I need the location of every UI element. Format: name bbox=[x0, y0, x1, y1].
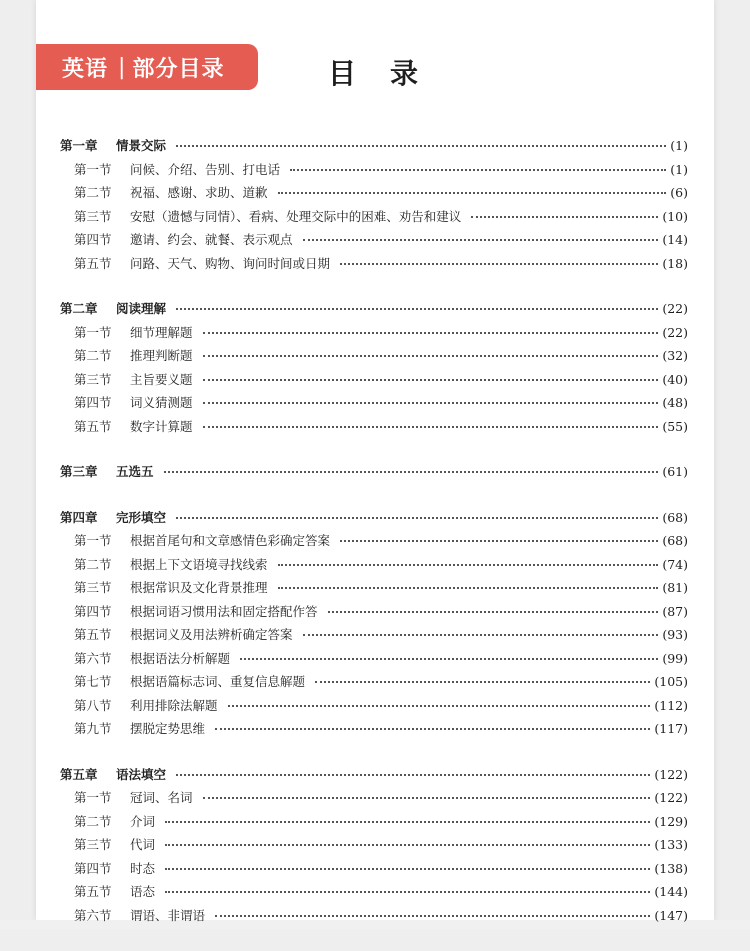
entry-number: 第七节 bbox=[74, 674, 112, 689]
dot-leader bbox=[278, 563, 659, 566]
entry-number: 第一节 bbox=[74, 533, 112, 548]
section-banner bbox=[36, 44, 258, 90]
toc-section-entry bbox=[60, 788, 688, 812]
toc-section-entry bbox=[60, 696, 688, 720]
toc-chapter bbox=[60, 508, 688, 743]
entry-number: 第三节 bbox=[74, 371, 112, 387]
entry-page-number: (122) bbox=[654, 790, 688, 805]
toc-chapter bbox=[60, 136, 688, 277]
toc-section-entry bbox=[60, 346, 688, 370]
entry-page-number: (81) bbox=[662, 580, 688, 595]
toc-chapter-heading bbox=[60, 299, 688, 323]
dot-leader bbox=[203, 354, 659, 357]
entry-title: 情景交际 bbox=[116, 138, 167, 153]
dot-leader bbox=[328, 610, 659, 613]
dot-leader bbox=[164, 470, 659, 473]
toc-section-entry bbox=[60, 323, 688, 347]
entry-page-number: (1) bbox=[670, 161, 688, 177]
table-of-contents bbox=[60, 136, 688, 951]
entry-title: 完形填空 bbox=[116, 509, 167, 525]
dot-leader bbox=[165, 820, 650, 823]
banner-label: 部分目录 bbox=[132, 56, 225, 82]
entry-number: 第三节 bbox=[74, 208, 112, 224]
toc-section-entry bbox=[60, 417, 688, 441]
entry-title: 阅读理解 bbox=[116, 301, 167, 316]
entry-page-number: (40) bbox=[662, 371, 688, 387]
toc-chapter-heading bbox=[60, 462, 688, 486]
dot-leader bbox=[340, 539, 658, 542]
toc-section-entry bbox=[60, 602, 688, 626]
entry-number: 第三章 bbox=[60, 464, 98, 479]
toc-chapter-heading bbox=[60, 765, 688, 789]
dot-leader bbox=[215, 914, 650, 917]
toc-section-entry bbox=[60, 812, 688, 836]
toc-chapter-heading bbox=[60, 508, 688, 532]
entry-page-number: (105) bbox=[654, 674, 688, 689]
entry-number: 第一节 bbox=[74, 161, 112, 177]
toc-section-entry bbox=[60, 906, 688, 930]
entry-title: 细节理解题 bbox=[130, 324, 193, 340]
entry-number: 第四节 bbox=[74, 603, 112, 619]
entry-number: 第八节 bbox=[74, 697, 112, 713]
entry-number: 第四章 bbox=[60, 509, 98, 525]
entry-number: 第四节 bbox=[74, 232, 112, 247]
entry-page-number: (18) bbox=[662, 255, 688, 271]
toc-chapter-heading bbox=[60, 136, 688, 160]
entry-title: 问候、介绍、告别、打电话 bbox=[130, 161, 281, 177]
entry-number: 第一节 bbox=[74, 324, 112, 340]
toc-section-entry bbox=[60, 160, 688, 184]
entry-page-number: (133) bbox=[654, 837, 688, 852]
toc-section-entry bbox=[60, 183, 688, 207]
entry-title: 五选五 bbox=[116, 464, 154, 479]
entry-page-number: (55) bbox=[662, 418, 688, 434]
entry-number: 第四节 bbox=[74, 860, 112, 876]
entry-page-number: (74) bbox=[662, 556, 688, 572]
entry-number: 第三节 bbox=[74, 580, 112, 595]
dot-leader bbox=[278, 586, 659, 589]
toc-section-entry bbox=[60, 393, 688, 417]
dot-leader bbox=[203, 331, 659, 334]
dot-leader bbox=[203, 401, 659, 404]
entry-number: 第二章 bbox=[60, 301, 98, 316]
entry-page-number: (10) bbox=[662, 208, 688, 224]
toc-section-entry bbox=[60, 531, 688, 555]
entry-page-number: (99) bbox=[662, 650, 688, 666]
entry-page-number: (129) bbox=[654, 813, 688, 829]
entry-number: 第一章 bbox=[60, 138, 98, 153]
dot-leader bbox=[165, 867, 650, 870]
entry-number: 第五节 bbox=[74, 418, 112, 434]
entry-title: 根据上下文语境寻找线索 bbox=[130, 556, 268, 572]
toc-section-entry bbox=[60, 859, 688, 883]
entry-number: 第一节 bbox=[74, 790, 112, 805]
entry-page-number: (138) bbox=[654, 860, 688, 876]
entry-title: 根据常识及文化背景推理 bbox=[130, 580, 268, 595]
entry-number: 第四节 bbox=[74, 395, 112, 410]
dot-leader bbox=[203, 796, 651, 799]
toc-section-entry bbox=[60, 555, 688, 579]
dot-leader bbox=[315, 680, 650, 683]
toc-chapter bbox=[60, 765, 688, 930]
entry-page-number: (32) bbox=[662, 348, 688, 363]
dot-leader bbox=[176, 307, 658, 310]
toc-chapter bbox=[60, 299, 688, 440]
entry-title: 语法填空 bbox=[116, 766, 167, 782]
toc-section-entry bbox=[60, 230, 688, 254]
entry-page-number: (122) bbox=[654, 766, 688, 782]
dot-leader bbox=[290, 168, 666, 171]
entry-page-number: (117) bbox=[654, 721, 688, 736]
entry-number: 第九节 bbox=[74, 721, 112, 736]
toc-section-entry bbox=[60, 719, 688, 743]
entry-number: 第二节 bbox=[74, 556, 112, 572]
entry-number: 第二节 bbox=[74, 185, 112, 200]
entry-number: 第三节 bbox=[74, 837, 112, 852]
dot-leader bbox=[471, 215, 658, 218]
entry-title: 主旨要义题 bbox=[130, 371, 193, 387]
toc-section-entry bbox=[60, 672, 688, 696]
entry-title: 推理判断题 bbox=[130, 348, 193, 363]
entry-title: 介词 bbox=[130, 813, 156, 829]
entry-number: 第六节 bbox=[74, 907, 112, 923]
entry-number: 第五节 bbox=[74, 255, 112, 271]
entry-page-number: (144) bbox=[654, 884, 688, 899]
dot-leader bbox=[176, 144, 666, 147]
toc-section-entry bbox=[60, 578, 688, 602]
entry-title: 根据首尾句和文章感情色彩确定答案 bbox=[130, 533, 331, 548]
entry-title: 摆脱定势思维 bbox=[130, 721, 206, 736]
dot-leader bbox=[340, 262, 658, 265]
toc-section-entry bbox=[60, 625, 688, 649]
dot-leader bbox=[176, 516, 658, 519]
dot-leader bbox=[278, 191, 667, 194]
entry-page-number: (87) bbox=[662, 603, 688, 619]
toc-section-entry bbox=[60, 254, 688, 278]
entry-page-number: (93) bbox=[662, 627, 688, 642]
entry-page-number: (147) bbox=[654, 907, 688, 923]
entry-number: 第二节 bbox=[74, 813, 112, 829]
entry-title: 根据词义及用法辨析确定答案 bbox=[130, 627, 293, 642]
entry-number: 第五节 bbox=[74, 627, 112, 642]
banner-separator: | bbox=[118, 54, 127, 80]
entry-title: 语态 bbox=[130, 884, 156, 899]
entry-title: 利用排除法解题 bbox=[130, 697, 218, 713]
entry-page-number: (14) bbox=[662, 232, 688, 247]
entry-page-number: (6) bbox=[670, 185, 688, 200]
toc-section-entry bbox=[60, 370, 688, 394]
banner-subject: 英语 bbox=[62, 56, 109, 82]
dot-leader bbox=[165, 843, 650, 846]
toc-chapter bbox=[60, 462, 688, 486]
entry-number: 第五节 bbox=[74, 884, 112, 899]
entry-page-number: (112) bbox=[654, 697, 688, 713]
entry-number: 第六节 bbox=[74, 650, 112, 666]
dot-leader bbox=[303, 633, 659, 636]
entry-page-number: (68) bbox=[662, 509, 688, 525]
page-title: 目录 bbox=[328, 57, 453, 90]
entry-title: 安慰（遗憾与同情）、看病、处理交际中的困难、劝告和建议 bbox=[130, 208, 462, 224]
dot-leader bbox=[176, 773, 650, 776]
entry-title: 邀请、约会、就餐、表示观点 bbox=[130, 232, 293, 247]
entry-page-number: (1) bbox=[670, 138, 688, 153]
entry-title: 时态 bbox=[130, 860, 156, 876]
entry-page-number: (22) bbox=[662, 301, 688, 316]
entry-number: 第二节 bbox=[74, 348, 112, 363]
entry-title: 问路、天气、购物、询问时间或日期 bbox=[130, 255, 331, 271]
toc-section-entry bbox=[60, 835, 688, 859]
entry-number: 第五章 bbox=[60, 766, 98, 782]
dot-leader bbox=[228, 704, 651, 707]
entry-title: 谓语、非谓语 bbox=[130, 907, 206, 923]
dot-leader bbox=[165, 890, 650, 893]
entry-title: 词义猜测题 bbox=[130, 395, 193, 410]
toc-section-entry bbox=[60, 649, 688, 673]
entry-title: 代词 bbox=[130, 837, 156, 852]
dot-leader bbox=[203, 378, 659, 381]
dot-leader bbox=[215, 727, 650, 730]
entry-title: 数字计算题 bbox=[130, 418, 193, 434]
dot-leader bbox=[203, 425, 659, 428]
entry-title: 祝福、感谢、求助、道歉 bbox=[130, 185, 268, 200]
entry-title: 冠词、名词 bbox=[130, 790, 193, 805]
entry-page-number: (61) bbox=[662, 464, 688, 479]
entry-page-number: (22) bbox=[662, 324, 688, 340]
entry-title: 根据词语习惯用法和固定搭配作答 bbox=[130, 603, 318, 619]
dot-leader bbox=[303, 238, 659, 241]
toc-section-entry bbox=[60, 882, 688, 906]
toc-section-entry bbox=[60, 207, 688, 231]
entry-title: 根据语篇标志词、重复信息解题 bbox=[130, 674, 306, 689]
entry-page-number: (48) bbox=[662, 395, 688, 410]
dot-leader bbox=[240, 657, 658, 660]
entry-page-number: (68) bbox=[662, 533, 688, 548]
entry-title: 根据语法分析解题 bbox=[130, 650, 231, 666]
